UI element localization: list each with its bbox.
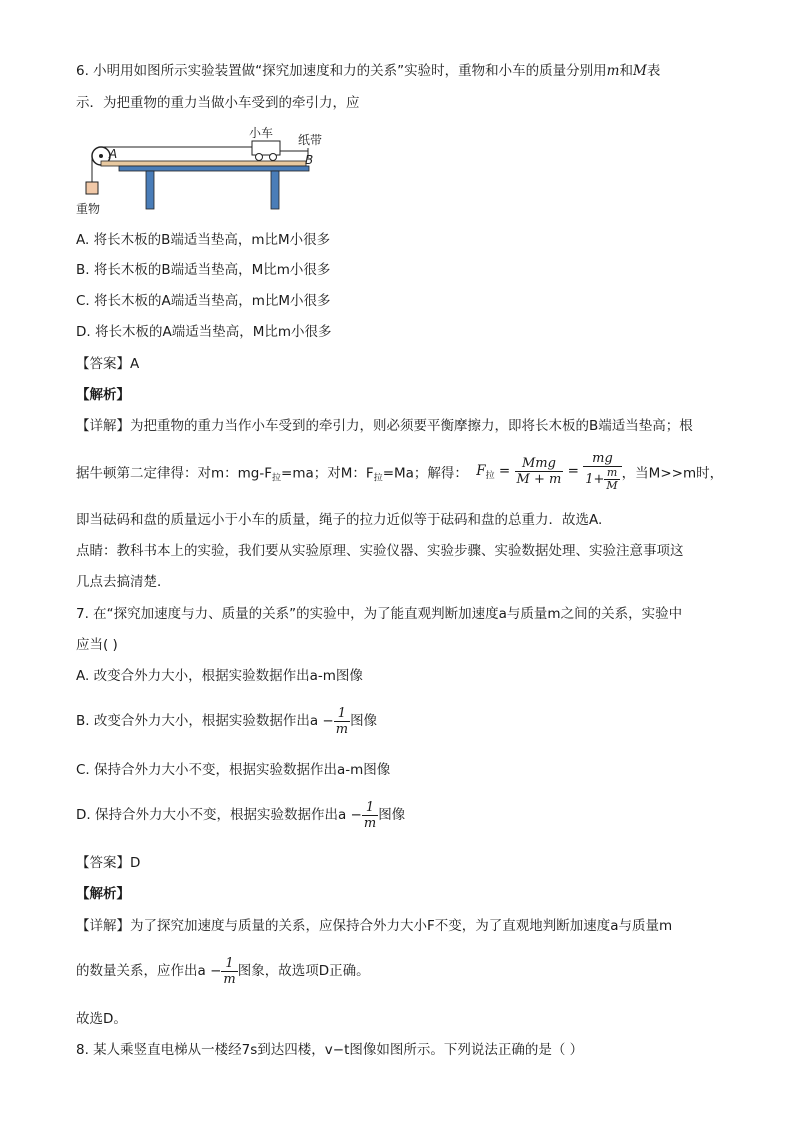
q6-stem-line1 (76, 61, 660, 81)
q7-answer: 【答案】D (76, 855, 141, 871)
formula-fraction-2: mg 1+ $\frac{m}{M}$ (583, 451, 621, 492)
q7-option-d: D. 保持合外力大小不变，根据实验数据作出a − $\frac{1}{m}$ 图像 (76, 799, 406, 831)
q6-option-a: A. 将长木板的B端适当垫高，m比M小很多 (76, 232, 331, 248)
q7-analysis-heading: 【解析】 (76, 886, 130, 902)
q6-note-line2: 几点去搞清楚． (76, 574, 171, 590)
q7-stem-line2: 应当( ) (76, 637, 118, 653)
label-B: B (305, 153, 314, 167)
long-board (101, 161, 306, 166)
q6-var-m: m (606, 63, 620, 79)
q6-option-b: B. 将长木板的B端适当垫高，M比m小很多 (76, 262, 331, 278)
weight-block (86, 182, 98, 194)
cart-wheel (256, 154, 263, 161)
table-top (119, 166, 309, 171)
table-leg-left (146, 171, 154, 209)
q6-detail-line3: 即当砝码和盘的质量远小于小车的质量，绳子的拉力近似等于砝码和盘的总重力．故选A. (76, 512, 603, 528)
q6-detail-line2: 据牛顿第二定律得：对m：$mg-F_拉=ma$；对M：$F_拉=Ma$；解得： $F_拉$ = $\frac{\text{Mmg}}{M + m}$ = mg 1+ $\frac{m}{M}$ ，当M>>m时， (76, 450, 723, 500)
label-A: A (109, 147, 118, 161)
q6-var-M: M (632, 63, 647, 79)
q6-apparatus-figure (76, 124, 336, 219)
q7-stem-line1: 7. 在“探究加速度与力、质量的关系”的实验中，为了能直观判断加速度a与质量m之间的关系，实验中 (76, 606, 683, 622)
q8-stem-line1: 8. 某人乘竖直电梯从一楼经7s到达四楼，v−t图像如图所示。下列说法正确的是（ ） (76, 1042, 584, 1058)
q7-option-b: B. 改变合外力大小，根据实验数据作出a − $\frac{1}{m}$ 图像 (76, 705, 378, 737)
label-car: 小车 (249, 126, 274, 140)
q7-detail-line1: 【详解】为了探究加速度与质量的关系，应保持合外力大小F不变，为了直观地判断加速度a与质量m (76, 918, 673, 934)
q6-option-c: C. 将长木板的A端适当垫高，m比M小很多 (76, 293, 331, 309)
fraction-1-over-m: $\frac{1}{m}$ (335, 705, 349, 737)
cart-body (252, 141, 280, 155)
label-tape: 纸带 (298, 133, 323, 147)
q7-option-a: A. 改变合外力大小，根据实验数据作出a-m图像 (76, 668, 363, 684)
q6-answer: 【答案】A (76, 356, 140, 372)
q6-formula: $F_拉$ = $\frac{\text{Mmg}}{M + m}$ = mg 1+ $\frac{m}{M}$ (476, 450, 621, 497)
label-weight: 重物 (76, 202, 101, 216)
q6-option-d: D. 将长木板的A端适当垫高，M比m小很多 (76, 324, 332, 340)
formula-fraction-1: $\frac{\text{Mmg}}{M + m}$ (516, 455, 562, 487)
cart-wheel (270, 154, 277, 161)
q6-stem-text-a: 6. 小明用如图所示实验装置做“探究加速度和力的关系”实验时，重物和小车的质量分别用 (76, 63, 607, 79)
q6-stem-text-b: 表 (646, 63, 661, 79)
fraction-1-over-m: $\frac{1}{m}$ (223, 955, 236, 987)
q7-detail-line2: 的数量关系，应作出a − $\frac{1}{m}$ 图象，故选项D正确。 (76, 955, 370, 987)
fraction-1-over-m: $\frac{1}{m}$ (363, 799, 377, 831)
q6-detail-line1: 【详解】为把重物的重力当作小车受到的牵引力，则必须要平衡摩擦力，即将长木板的B端适当垫高；根 (76, 418, 693, 434)
table-leg-right (271, 171, 279, 209)
q6-analysis-heading: 【解析】 (76, 387, 130, 403)
q6-note-line1: 点睛：教科书本上的实验，我们要从实验原理、实验仪器、实验步骤、实验数据处理、实验注意事项这 (76, 543, 684, 559)
q6-and: 和 (619, 63, 633, 79)
q7-detail-line3: 故选D。 (76, 1011, 127, 1027)
q7-option-c: C. 保持合外力大小不变，根据实验数据作出a-m图像 (76, 762, 391, 778)
q6-stem-line2: 示．为把重物的重力当做小车受到的牵引力，应 (76, 95, 360, 111)
